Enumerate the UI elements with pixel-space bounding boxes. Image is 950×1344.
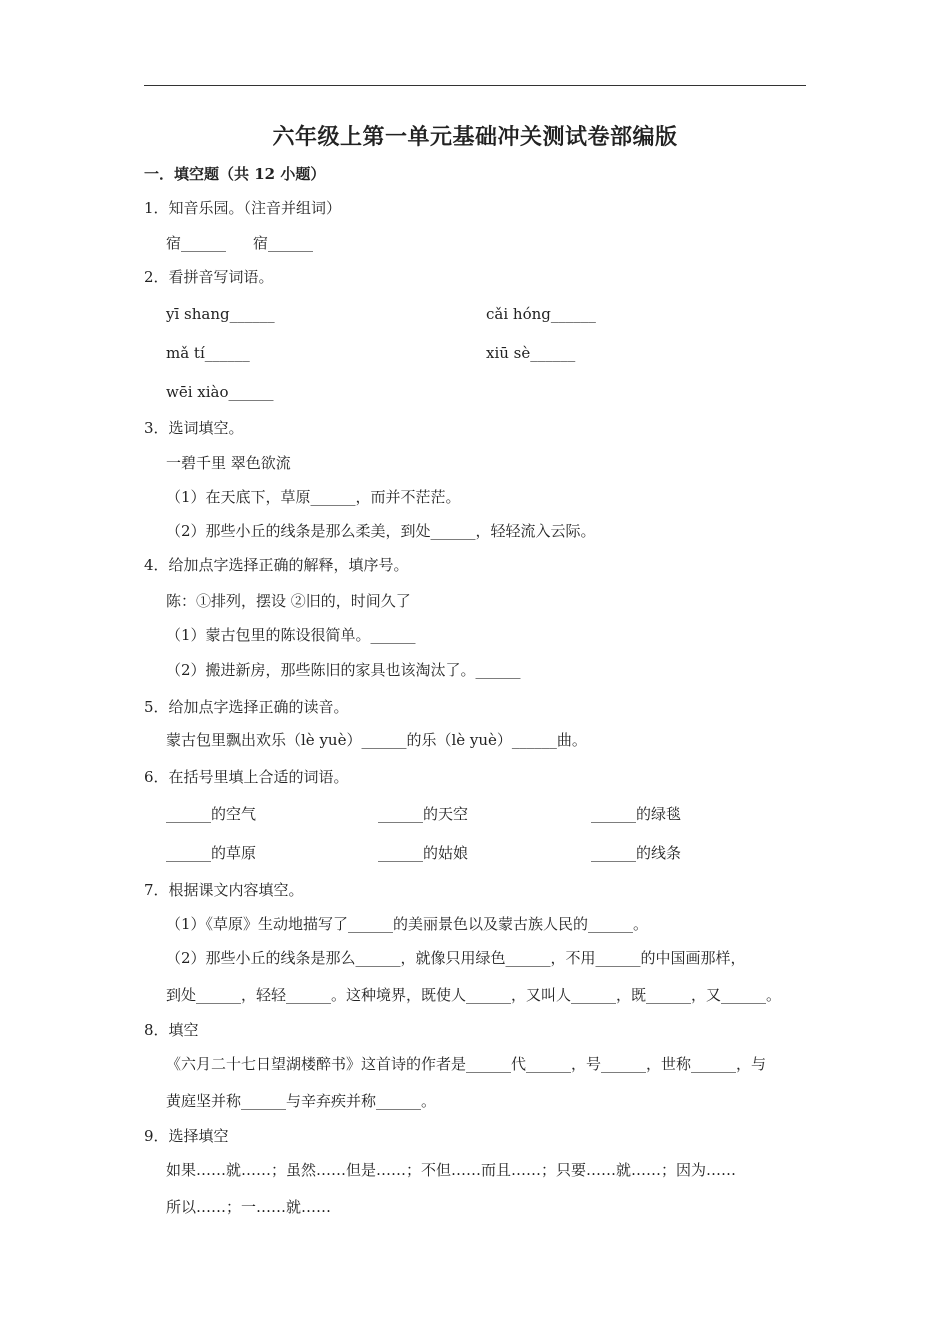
question-5-stem: 5．给加点字选择正确的读音。	[144, 698, 349, 716]
page-title: 六年级上第一单元基础冲关测试卷部编版	[272, 124, 678, 150]
question-8-sentence-1: 《六月二十七日望湖楼醉书》这首诗的作者是______代______，号______，世称______，与	[166, 1055, 767, 1073]
question-2-stem: 2．看拼音写词语。	[144, 268, 274, 286]
phrase-item: ______的草原	[166, 844, 257, 862]
pinyin-item: cǎi hóng______	[486, 305, 596, 323]
question-3-words: 一碧千里 翠色欲流	[166, 454, 291, 472]
question-5-sentence: 蒙古包里飘出欢乐（lè yuè）______的乐（lè yuè）______曲。	[166, 731, 587, 749]
question-6-stem: 6．在括号里填上合适的词语。	[144, 768, 349, 786]
phrase-item: ______的绿毯	[591, 805, 682, 823]
question-8-stem: 8．填空	[144, 1021, 199, 1039]
question-4-sentence-2: （2）搬进新房，那些陈旧的家具也该淘汰了。______	[166, 661, 521, 679]
question-7-sentence-1: （1）《草原》生动地描写了______的美丽景色以及蒙古族人民的______。	[166, 915, 649, 933]
question-4-sentence-1: （1）蒙古包里的陈设很简单。______	[166, 626, 416, 644]
question-9-line-1: 如果……就……；虽然……但是……；不但……而且……；只要……就……；因为……	[166, 1161, 737, 1179]
pinyin-item: wēi xiào______	[166, 383, 274, 401]
question-1-blank-b: 宿______	[253, 234, 314, 252]
phrase-item: ______的空气	[166, 805, 257, 823]
question-9-line-2: 所以……；一……就……	[166, 1198, 332, 1216]
header-rule	[144, 85, 806, 86]
question-3-sentence-2: （2）那些小丘的线条是那么柔美，到处______，轻轻流入云际。	[166, 522, 596, 540]
question-1-stem: 1．知音乐园。（注音并组词）	[144, 199, 342, 217]
pinyin-item: yī shang______	[166, 305, 275, 323]
question-3-sentence-1: （1）在天底下，草原______，而并不茫茫。	[166, 488, 461, 506]
question-8-sentence-2: 黄庭坚并称______与辛弃疾并称______。	[166, 1092, 437, 1110]
section-heading: 一．填空题（共 12 小题）	[144, 165, 326, 183]
question-4-options: 陈：①排列，摆设 ②旧的，时间久了	[166, 592, 411, 610]
question-4-stem: 4．给加点字选择正确的解释，填序号。	[144, 556, 409, 574]
question-9-stem: 9．选择填空	[144, 1127, 229, 1145]
phrase-item: ______的天空	[378, 805, 469, 823]
question-7-sentence-3: 到处______，轻轻______。这种境界，既使人______，又叫人______，既______，又______。	[166, 986, 782, 1004]
question-7-sentence-2: （2）那些小丘的线条是那么______，就像只用绿色______，不用______的中国画那样，	[166, 949, 746, 967]
question-7-stem: 7．根据课文内容填空。	[144, 881, 304, 899]
pinyin-item: mǎ tí______	[166, 344, 250, 362]
phrase-item: ______的姑娘	[378, 844, 469, 862]
question-3-stem: 3．选词填空。	[144, 419, 244, 437]
question-1-blank-a: 宿______	[166, 234, 227, 252]
pinyin-item: xiū sè______	[486, 344, 576, 362]
phrase-item: ______的线条	[591, 844, 682, 862]
